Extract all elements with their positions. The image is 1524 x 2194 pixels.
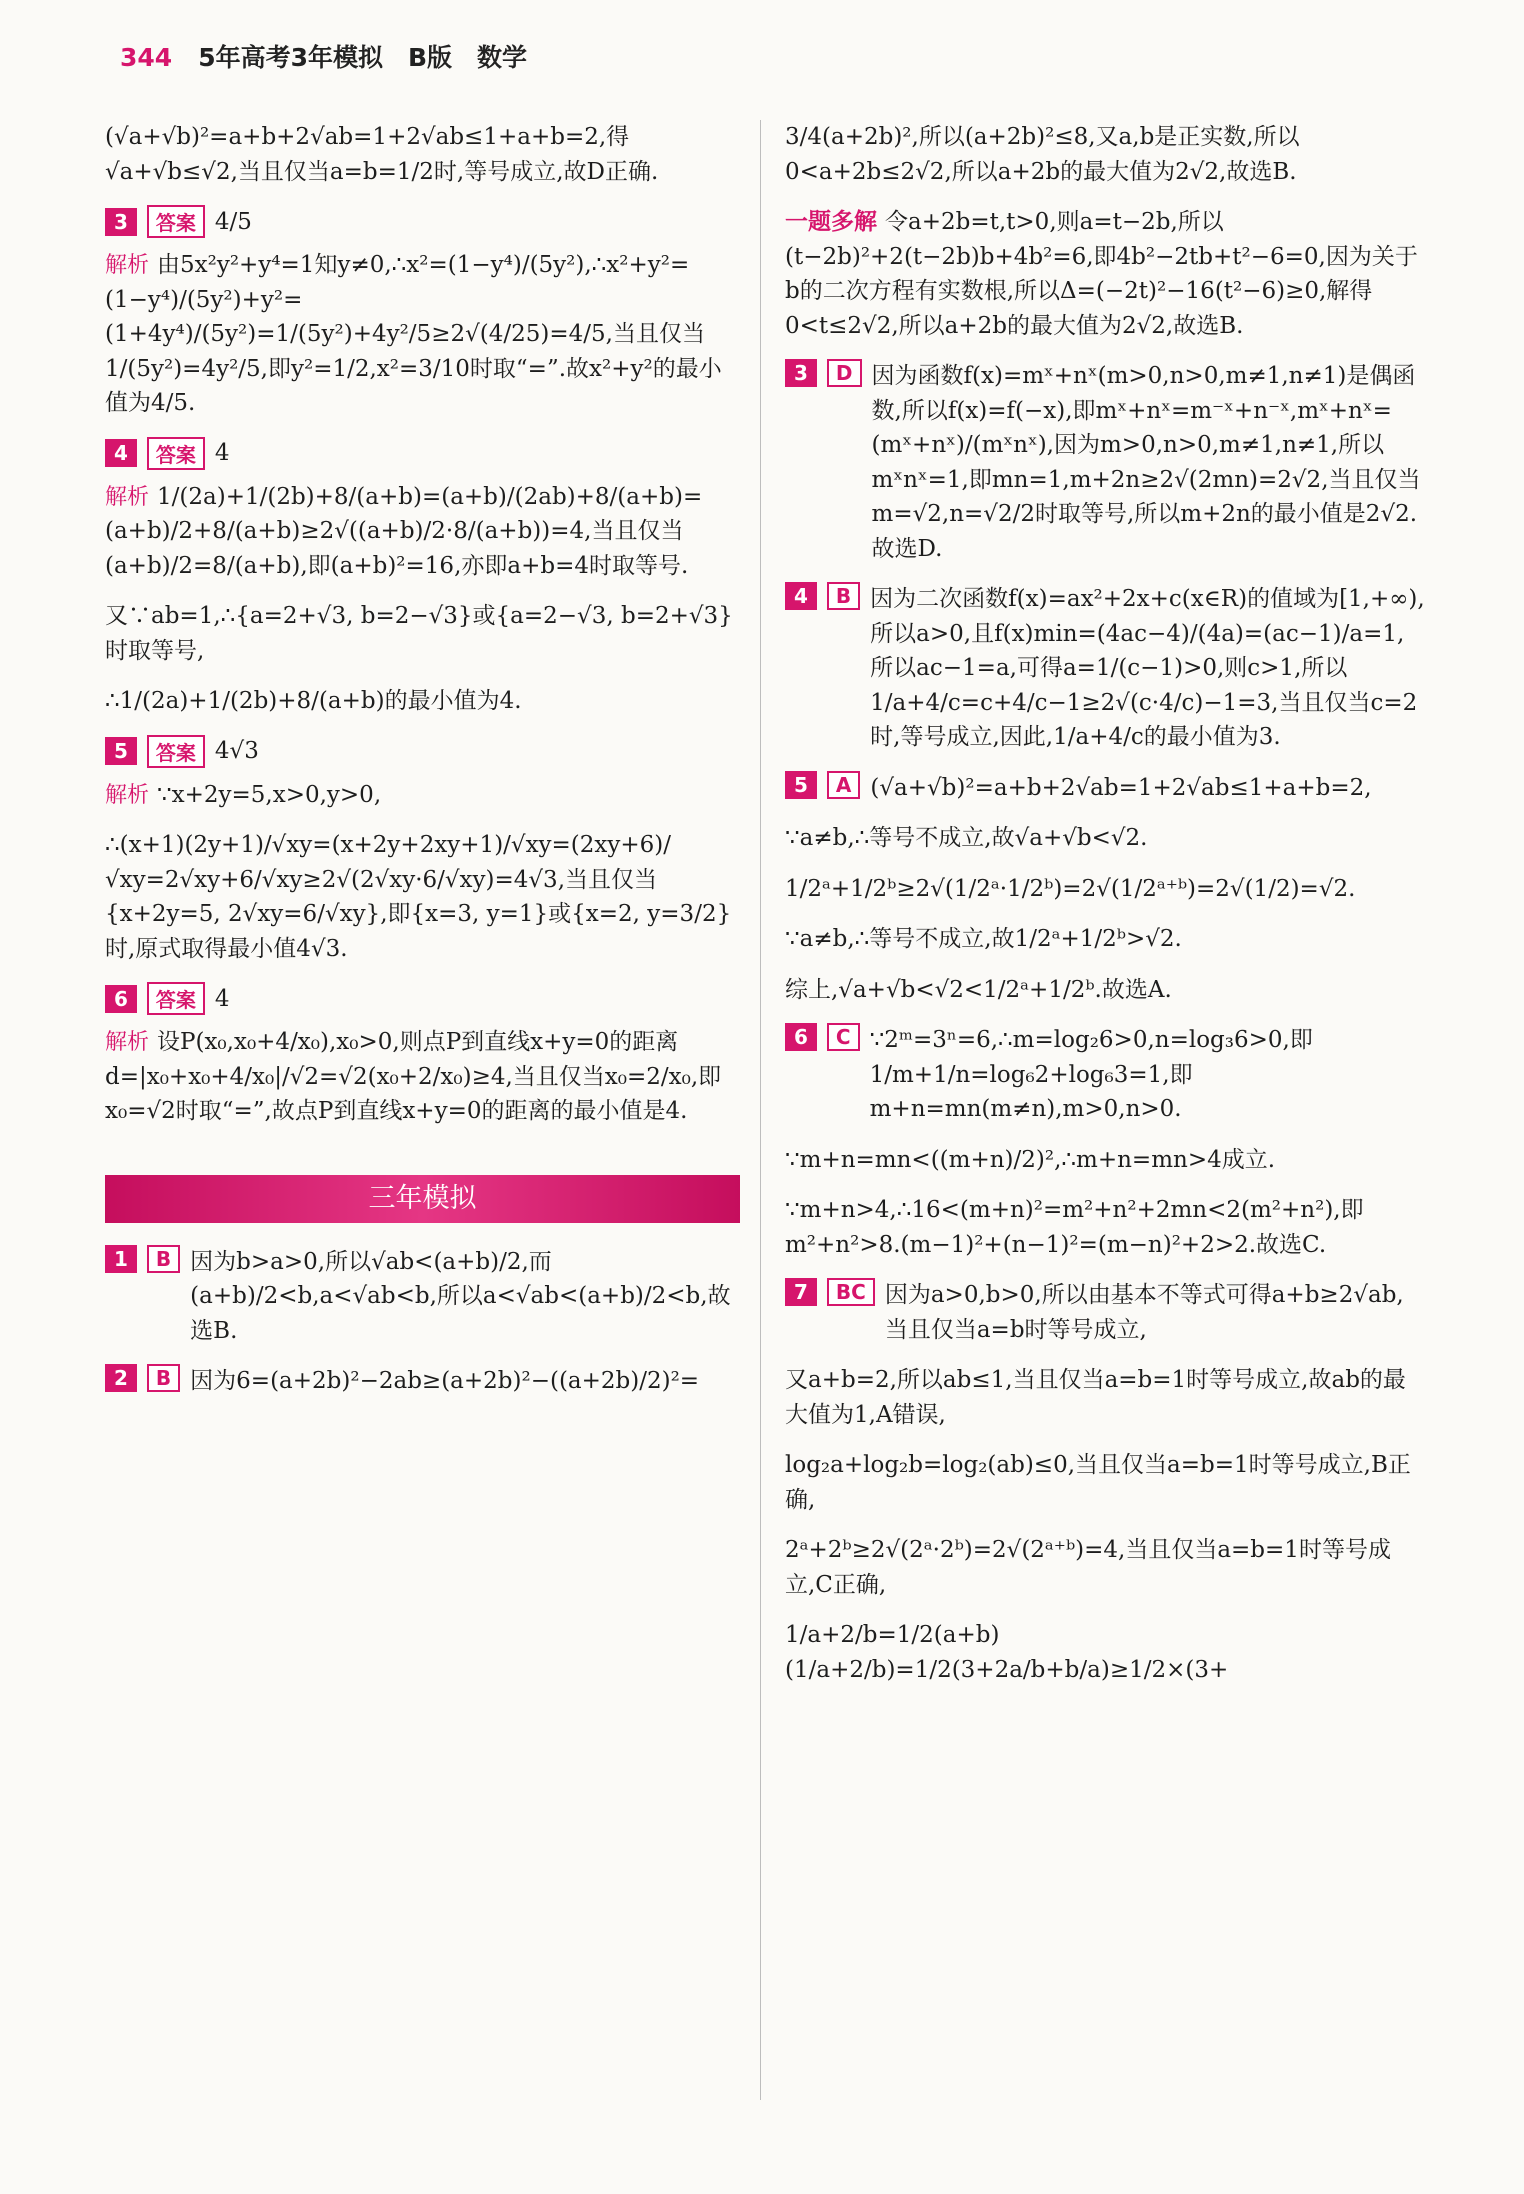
s2-item bbox=[105, 1364, 740, 1415]
q3-answer-tag: 答案 bbox=[147, 205, 205, 238]
s7-line-1: 因为a>0,b>0,所以由基本不等式可得a+b≥2√ab,当且仅当a=b时等号成立, bbox=[884, 1282, 1404, 1343]
s7-line-2: 又a+b=2,所以ab≤1,当且仅当a=b=1时等号成立,故ab的最大值为1,A错误, bbox=[785, 1367, 1406, 1428]
q5-solution-text: ∵x+2y=5,x>0,y>0, bbox=[157, 781, 382, 808]
q4-header bbox=[105, 437, 740, 470]
column-divider bbox=[760, 120, 761, 2100]
s1-number: 1 bbox=[105, 1245, 137, 1273]
page-number: 344 bbox=[120, 43, 173, 72]
q5-number: 5 bbox=[105, 737, 137, 765]
s5-number: 5 bbox=[785, 771, 817, 799]
s4-number: 4 bbox=[785, 582, 817, 610]
s2-text: 因为6=(a+2b)²−2ab≥(a+2b)²−((a+2b)/2)²= bbox=[190, 1368, 700, 1394]
q3-answer-value: 4/5 bbox=[214, 208, 252, 235]
s4-text: 因为二次函数f(x)=ax²+2x+c(x∈R)的值域为[1,+∞),所以a>0,且f(x)min=(4ac−4)/(4a)=(ac−1)/a=1,所以ac−1=a,可得a=1/(c−1)>0,则c>1,所以1/a+4/c=c+4/c−1≥2√(c·4/c)−1=3,当且仅当c=2时,等号成立,因此,1/a+4/c的最小值为3. bbox=[870, 586, 1425, 750]
s2-alt-solution bbox=[785, 205, 1425, 343]
q3-solution bbox=[105, 248, 740, 421]
section-banner: 三年模拟 bbox=[105, 1175, 740, 1223]
s5-line-4: ∵a≠b,∴等号不成立,故1/2ᵃ+1/2ᵇ>√2. bbox=[785, 926, 1182, 952]
book-title: 5年高考3年模拟 B版 数学 bbox=[198, 43, 528, 72]
q3-number: 3 bbox=[105, 208, 137, 236]
page-header bbox=[120, 38, 527, 74]
s4-answer: B bbox=[827, 582, 860, 610]
q3-solution-text: 由5x²y²+y⁴=1知y≠0,∴x²=(1−y⁴)/(5y²),∴x²+y²=(1−y⁴)/(5y²)+y²=(1+4y⁴)/(5y²)=1/(5y²)+4y²/5≥2√(4/25)=4/5,当且仅当1/(5y²)=4y²/5,即y²=1/2,x²=3/10时取“=”.故x²+y²的最小值为4/5. bbox=[105, 252, 722, 416]
q5-solution bbox=[105, 778, 740, 813]
s6-item bbox=[785, 1023, 1425, 1143]
s5-line-5: 综上,√a+√b<√2<1/2ᵃ+1/2ᵇ.故选A. bbox=[785, 976, 1172, 1003]
q6-answer-tag: 答案 bbox=[147, 982, 205, 1015]
s2-number: 2 bbox=[105, 1364, 137, 1392]
s1-answer: B bbox=[147, 1245, 180, 1273]
s7-line-4: 2ᵃ+2ᵇ≥2√(2ᵃ·2ᵇ)=2√(2ᵃ⁺ᵇ)=4,当且仅当a=b=1时等号成立,C正确, bbox=[785, 1537, 1391, 1598]
s2-answer: B bbox=[147, 1364, 180, 1392]
s5-line-3: 1/2ᵃ+1/2ᵇ≥2√(1/2ᵃ·1/2ᵇ)=2√(1/2ᵃ⁺ᵇ)=2√(1/2)=√2. bbox=[785, 875, 1356, 902]
q4-line-2: 又∵ab=1,∴{a=2+√3, b=2−√3}或{a=2−√3, b=2+√3}时取等号, bbox=[105, 603, 733, 664]
s7-answer: BC bbox=[827, 1278, 875, 1306]
s5-line-2: ∵a≠b,∴等号不成立,故√a+√b<√2. bbox=[785, 825, 1148, 851]
s1-item bbox=[105, 1245, 740, 1365]
s5-item bbox=[785, 771, 1425, 822]
q4-answer-value: 4 bbox=[214, 440, 230, 466]
s7-line-3: log₂a+log₂b=log₂(ab)≤0,当且仅当a=b=1时等号成立,B正确, bbox=[785, 1452, 1411, 1513]
q4-line-3: ∴1/(2a)+1/(2b)+8/(a+b)的最小值为4. bbox=[105, 688, 522, 714]
q6-answer-value: 4 bbox=[214, 985, 230, 1012]
s3-text: 因为函数f(x)=mˣ+nˣ(m>0,n>0,m≠1,n≠1)是偶函数,所以f(x)=f(−x),即mˣ+nˣ=m⁻ˣ+n⁻ˣ,mˣ+nˣ=(mˣ+nˣ)/(mˣnˣ),因为m>0,n>0,m≠1,n≠1,所以mˣnˣ=1,即mn=1,m+2n≥2√(2mn)=2√2,当且仅当m=√2,n=√2/2时取等号,所以m+2n的最小值是2√2.故选D. bbox=[871, 363, 1421, 562]
alt-solution-label: 一题多解 bbox=[785, 209, 877, 235]
q6-solution-text: 设P(x₀,x₀+4/x₀),x₀>0,则点P到直线x+y=0的距离d=|x₀+x₀+4/x₀|/√2=√2(x₀+2/x₀)≥4,当且仅当x₀=2/x₀,即x₀=√2时取“=”,故点P到直线x+y=0的距离的最小值是4. bbox=[105, 1029, 722, 1124]
alt-solution-text: 令a+2b=t,t>0,则a=t−2b,所以(t−2b)²+2(t−2b)b+4b²=6,即4b²−2tb+t²−6=0,因为关于b的二次方程有实数根,所以Δ=(−2t)²−16(t²−6)≥0,解得0<t≤2√2,所以a+2b的最大值为2√2,故选B. bbox=[785, 209, 1418, 339]
s2-continuation: 3/4(a+2b)²,所以(a+2b)²≤8,又a,b是正实数,所以0<a+2b≤2√2,所以a+2b的最大值为2√2,故选B. bbox=[785, 124, 1300, 185]
right-column bbox=[785, 120, 1425, 1703]
q5-answer-value: 4√3 bbox=[214, 738, 259, 764]
q6-number: 6 bbox=[105, 985, 137, 1013]
s3-answer: D bbox=[827, 359, 862, 387]
s7-line-5: 1/a+2/b=1/2(a+b)(1/a+2/b)=1/2(3+2a/b+b/a)≥1/2×(3+ bbox=[785, 1622, 1229, 1683]
s3-item bbox=[785, 359, 1425, 582]
s6-line-1: ∵2ᵐ=3ⁿ=6,∴m=log₂6>0,n=log₃6>0,即1/m+1/n=log₆2+log₆3=1,即m+n=mn(m≠n),m>0,n>0. bbox=[869, 1027, 1313, 1122]
left-column bbox=[105, 120, 740, 1415]
s6-number: 6 bbox=[785, 1023, 817, 1051]
q4-solution bbox=[105, 480, 740, 584]
q6-header bbox=[105, 982, 740, 1015]
s6-line-3: ∵m+n>4,∴16<(m+n)²=m²+n²+2mn<2(m²+n²),即m²+n²>8.(m−1)²+(n−1)²=(m−n)²+2>2.故选C. bbox=[785, 1197, 1364, 1258]
q6-solution-label: 解析 bbox=[105, 1030, 150, 1055]
q3-header bbox=[105, 205, 740, 238]
q3-solution-label: 解析 bbox=[105, 253, 150, 278]
s6-line-2: ∵m+n=mn<((m+n)/2)²,∴m+n=mn>4成立. bbox=[785, 1146, 1276, 1173]
s3-number: 3 bbox=[785, 359, 817, 387]
q4-answer-tag: 答案 bbox=[147, 437, 205, 470]
s7-number: 7 bbox=[785, 1278, 817, 1306]
q5-header bbox=[105, 735, 740, 768]
s6-answer: C bbox=[827, 1023, 860, 1051]
q4-solution-label: 解析 bbox=[105, 484, 150, 510]
s4-item bbox=[785, 582, 1425, 771]
q4-number: 4 bbox=[105, 439, 137, 467]
q6-solution bbox=[105, 1025, 740, 1129]
q5-line-2: ∴(x+1)(2y+1)/√xy=(x+2y+2xy+1)/√xy=(2xy+6)/√xy=2√xy+6/√xy≥2√(2√xy·6/√xy)=4√3,当且仅当{x+2y=5, 2√xy=6/√xy},即{x=3, y=1}或{x=2, y=3/2}时,原式取得最小值4√3. bbox=[105, 832, 732, 962]
q5-answer-tag: 答案 bbox=[147, 735, 205, 768]
q5-solution-label: 解析 bbox=[105, 782, 150, 808]
q2-end-line: (√a+√b)²=a+b+2√ab=1+2√ab≤1+a+b=2,得√a+√b≤√2,当且仅当a=b=1/2时,等号成立,故D正确. bbox=[105, 124, 659, 185]
s1-text: 因为b>a>0,所以√ab<(a+b)/2,而(a+b)/2<b,a<√ab<b,所以a<√ab<(a+b)/2<b,故选B. bbox=[190, 1248, 731, 1344]
s7-item bbox=[785, 1278, 1425, 1363]
s5-line-1: (√a+√b)²=a+b+2√ab=1+2√ab≤1+a+b=2, bbox=[870, 774, 1372, 801]
s5-answer: A bbox=[827, 771, 860, 799]
q4-solution-text: 1/(2a)+1/(2b)+8/(a+b)=(a+b)/(2ab)+8/(a+b)=(a+b)/2+8/(a+b)≥2√((a+b)/2·8/(a+b))=4,当且仅当(a+b)/2=8/(a+b),即(a+b)²=16,亦即a+b=4时取等号. bbox=[105, 483, 703, 579]
